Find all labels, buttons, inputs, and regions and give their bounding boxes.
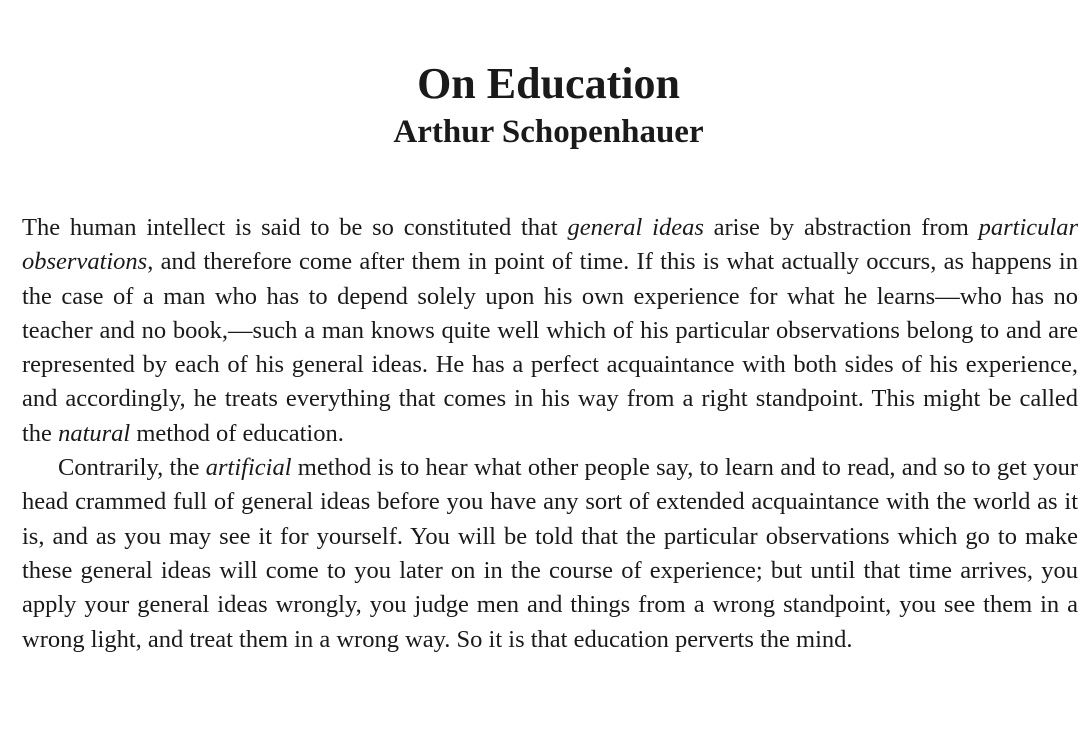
italic-term: particular observations (22, 214, 1078, 276)
paragraph-text: arise by abstraction from (703, 214, 979, 241)
italic-term: artificial (205, 454, 292, 482)
document-author: Arthur Schopenhauer (393, 114, 704, 150)
italic-term: natural (58, 419, 131, 447)
document-body (22, 211, 1078, 657)
paragraph-2 (22, 451, 1078, 657)
paragraph-text: , and therefore come after them in point of time. If this is what actually occurs, as happens in the case of a man who has to depend solely upon his own experience for what he learns—who has no teacher and no book,—such a man knows quite well which of his particular observations belong to and are represented by each of his general ideas. He has a perfect acquaintance with both sides of his experience, and accordingly, he treats everything that comes in his way from a right standpoint. This might be called the (22, 248, 1078, 447)
document-title: On Education (417, 59, 680, 108)
paragraph-1 (22, 211, 1078, 451)
italic-term: general ideas (567, 214, 704, 241)
paragraph-text: method is to hear what other people say, to learn and to read, and so to get your head crammed full of general ideas before you have any sort of extended acquaintance with the world as it is, and as you may see it for yourself. You will be told that the particular observations which go to make these general ideas will come to you later on in the course of experience; but until that time arrives, you apply your general ideas wrongly, you judge men and things from a wrong standpoint, you see them in a wrong light, and treat them in a wrong way. So it is that education perverts the mind. (22, 454, 1078, 653)
paragraph-text: method of education. (130, 419, 344, 447)
paragraph-text: The human intellect is said to be so constituted that (22, 214, 568, 241)
paragraph-text: Contrarily, the (58, 454, 206, 482)
